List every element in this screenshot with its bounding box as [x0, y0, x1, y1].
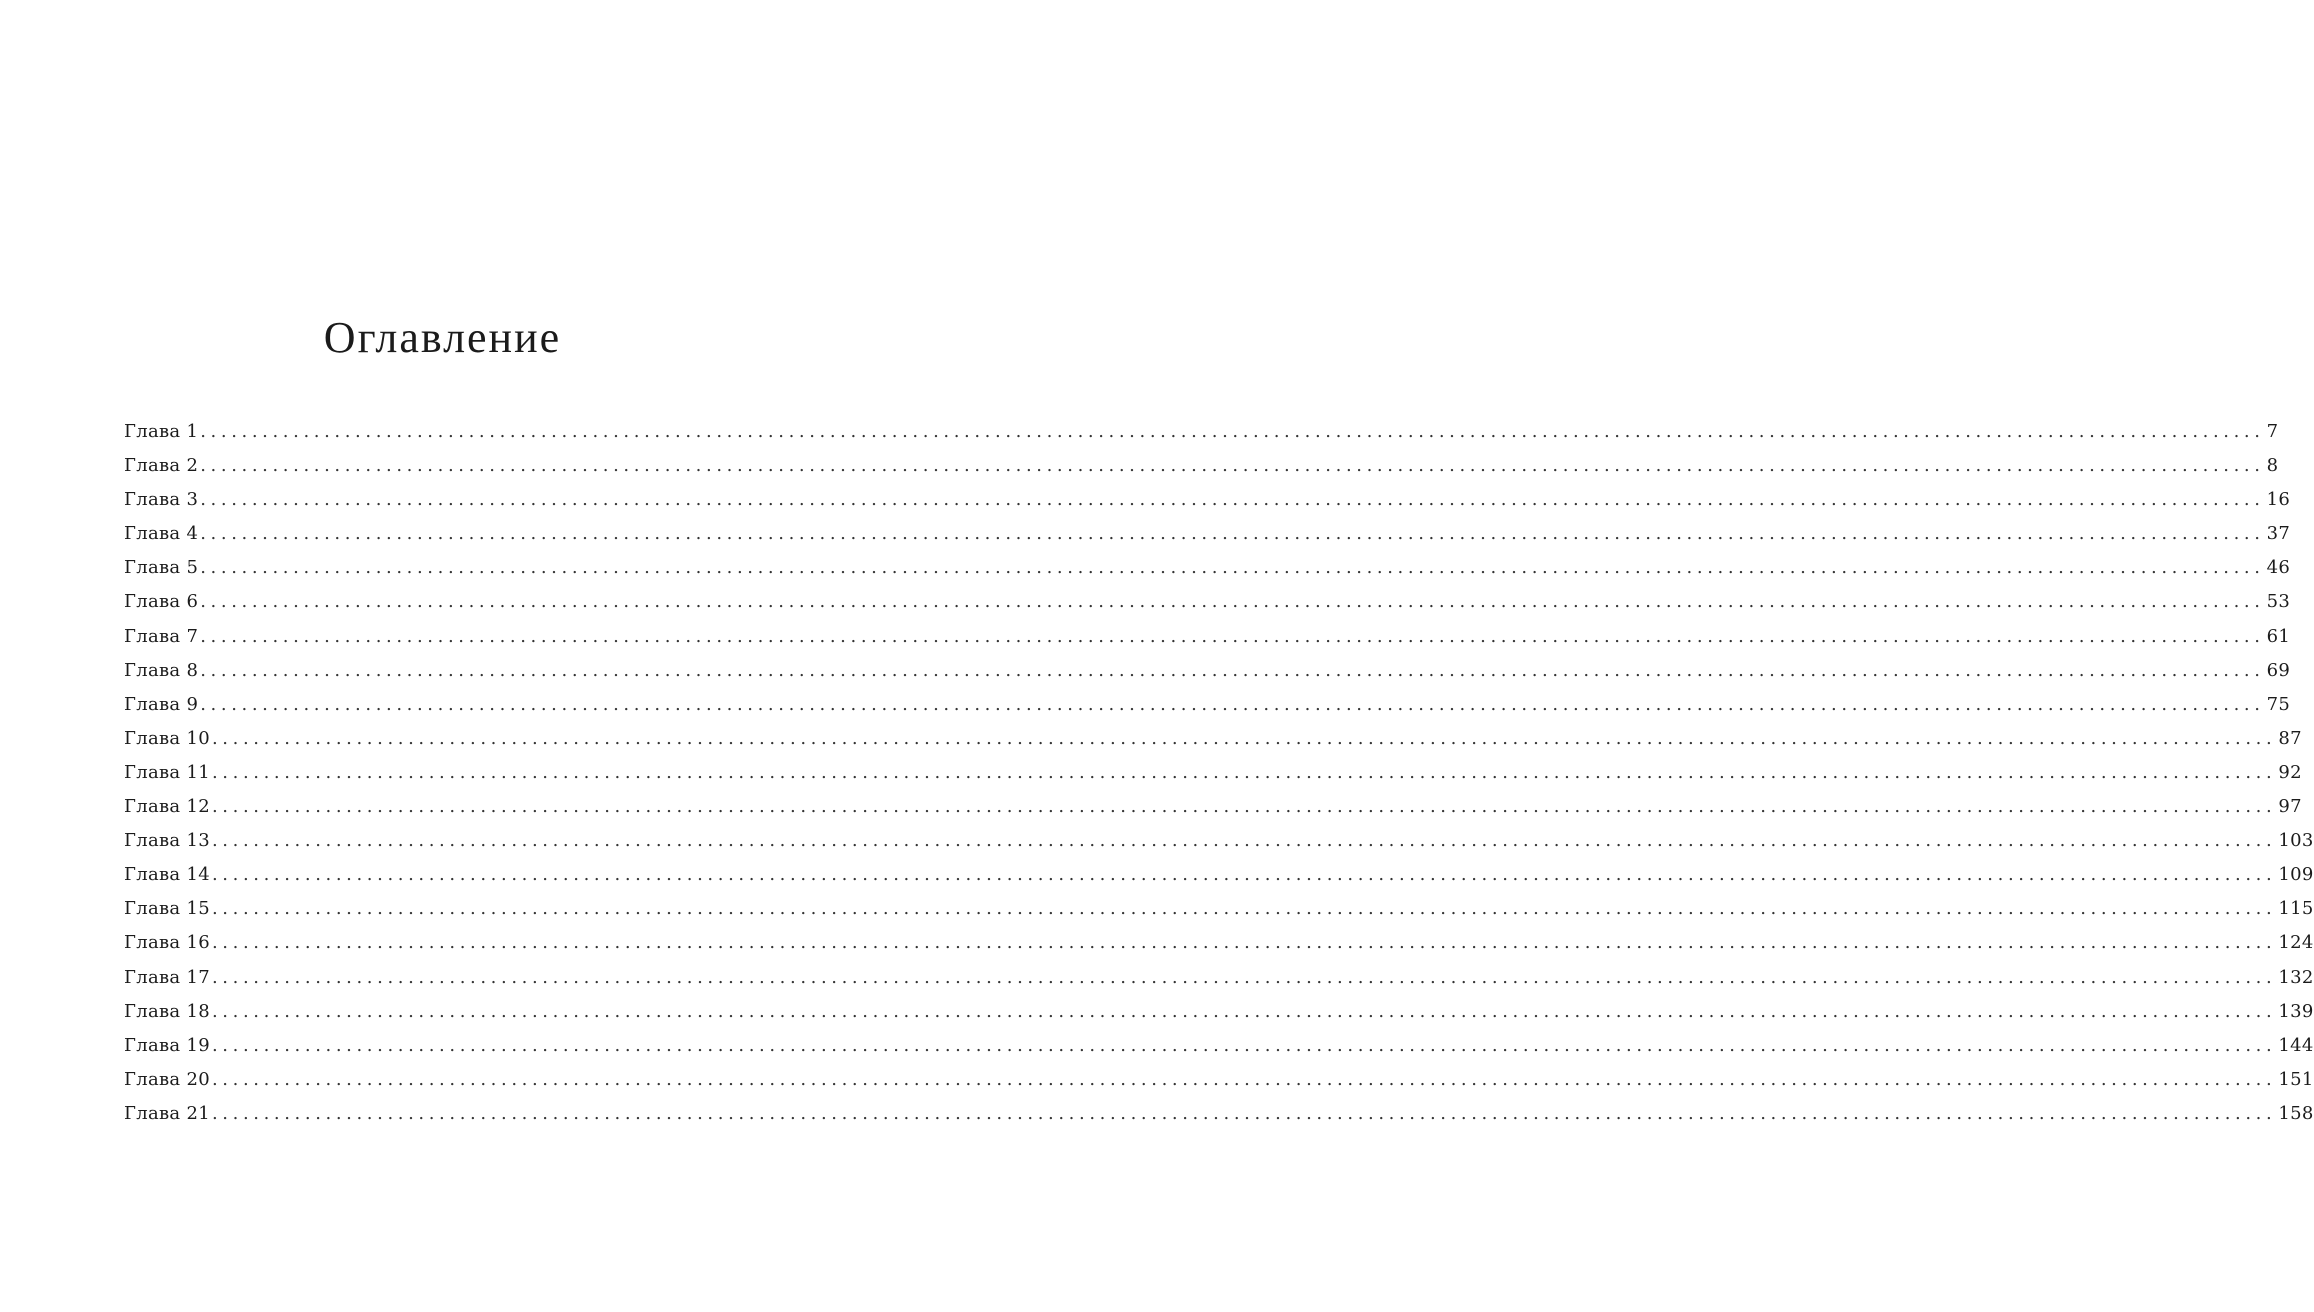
toc-entry[interactable] [124, 824, 2314, 858]
toc-entry[interactable] [124, 483, 2291, 517]
toc-entry[interactable] [124, 517, 2291, 551]
page-number: 97 [2278, 796, 2302, 818]
dot-leader: ........................................................................................................................................................................................................ [211, 898, 2277, 920]
page-number: 69 [2266, 659, 2291, 681]
dot-leader: ........................................................................................................................................................................................................ [211, 1102, 2277, 1124]
toc-entry[interactable] [124, 620, 2291, 654]
toc-entry[interactable] [124, 858, 2314, 892]
chapter-label: Глава 9 [124, 693, 199, 715]
page-number: 37 [2266, 523, 2291, 545]
page-number: 115 [2278, 898, 2314, 920]
toc-entry[interactable] [124, 688, 2291, 722]
page-number: 8 [2266, 455, 2279, 477]
chapter-label: Глава 2 [124, 455, 199, 477]
dot-leader: ........................................................................................................................................................................................................ [211, 727, 2277, 749]
toc-entry[interactable] [124, 654, 2291, 688]
dot-leader: ........................................................................................................................................................................................................ [211, 1068, 2277, 1090]
toc-entry[interactable] [124, 790, 2302, 824]
chapter-label: Глава 14 [124, 864, 210, 886]
chapter-label: Глава 20 [124, 1068, 210, 1090]
toc-entry[interactable] [124, 892, 2314, 926]
chapter-label: Глава 10 [124, 727, 210, 749]
dot-leader: ........................................................................................................................................................................................................ [211, 1000, 2277, 1022]
dot-leader: ........................................................................................................................................................................................................ [200, 489, 2265, 511]
page-number: 16 [2266, 489, 2291, 511]
page-number: 61 [2266, 625, 2291, 647]
page-number: 46 [2266, 557, 2291, 579]
toc-entry[interactable] [124, 1029, 2314, 1063]
chapter-label: Глава 13 [124, 830, 210, 852]
dot-leader: ........................................................................................................................................................................................................ [211, 864, 2277, 886]
toc-entry[interactable] [124, 961, 2314, 995]
dot-leader: ........................................................................................................................................................................................................ [200, 659, 2265, 681]
page-number: 109 [2278, 864, 2314, 886]
toc-entry[interactable] [124, 1063, 2314, 1097]
chapter-label: Глава 11 [124, 761, 210, 783]
page-number: 92 [2278, 761, 2302, 783]
toc-entry[interactable] [124, 1097, 2314, 1131]
chapter-label: Глава 7 [124, 625, 199, 647]
dot-leader: ........................................................................................................................................................................................................ [211, 761, 2277, 783]
page-title: Оглавление [323, 313, 562, 362]
dot-leader: ........................................................................................................................................................................................................ [200, 421, 2265, 442]
dot-leader: ........................................................................................................................................................................................................ [200, 591, 2265, 613]
chapter-label: Глава 4 [124, 523, 199, 545]
chapter-label: Глава 12 [124, 796, 210, 818]
chapter-label: Глава 6 [124, 591, 199, 613]
dot-leader: ........................................................................................................................................................................................................ [200, 455, 2265, 477]
page-number: 151 [2278, 1068, 2314, 1090]
dot-leader: ........................................................................................................................................................................................................ [200, 625, 2265, 647]
chapter-label: Глава 21 [124, 1102, 210, 1124]
dot-leader: ........................................................................................................................................................................................................ [211, 932, 2277, 954]
dot-leader: ........................................................................................................................................................................................................ [211, 796, 2277, 818]
page-number: 132 [2278, 966, 2314, 988]
chapter-label: Глава 19 [124, 1034, 210, 1056]
chapter-label: Глава 18 [124, 1000, 210, 1022]
page-number: 124 [2278, 932, 2314, 954]
page-number: 53 [2266, 591, 2291, 613]
dot-leader: ........................................................................................................................................................................................................ [211, 966, 2277, 988]
dot-leader: ........................................................................................................................................................................................................ [211, 830, 2277, 852]
chapter-label: Глава 1 [124, 421, 199, 442]
toc-entry[interactable] [124, 585, 2291, 619]
dot-leader: ........................................................................................................................................................................................................ [200, 523, 2265, 545]
chapter-label: Глава 15 [124, 898, 210, 920]
page-number: 103 [2278, 830, 2314, 852]
table-of-contents [124, 415, 2314, 1131]
page-number: 75 [2266, 693, 2291, 715]
chapter-label: Глава 16 [124, 932, 210, 954]
toc-entry[interactable] [124, 756, 2302, 790]
page-number: 139 [2278, 1000, 2314, 1022]
page-number: 158 [2278, 1102, 2314, 1124]
chapter-label: Глава 3 [124, 489, 199, 511]
chapter-label: Глава 8 [124, 659, 199, 681]
page-number: 87 [2278, 727, 2302, 749]
toc-entry[interactable] [124, 551, 2291, 585]
toc-entry[interactable] [124, 449, 2279, 483]
dot-leader: ........................................................................................................................................................................................................ [200, 557, 2265, 579]
chapter-label: Глава 17 [124, 966, 210, 988]
page-number: 144 [2278, 1034, 2314, 1056]
toc-entry[interactable] [124, 995, 2314, 1029]
toc-entry[interactable] [124, 926, 2314, 960]
dot-leader: ........................................................................................................................................................................................................ [200, 693, 2265, 715]
dot-leader: ........................................................................................................................................................................................................ [211, 1034, 2277, 1056]
toc-entry[interactable] [124, 415, 2279, 449]
page-number: 7 [2266, 421, 2279, 442]
chapter-label: Глава 5 [124, 557, 199, 579]
toc-entry[interactable] [124, 722, 2302, 756]
